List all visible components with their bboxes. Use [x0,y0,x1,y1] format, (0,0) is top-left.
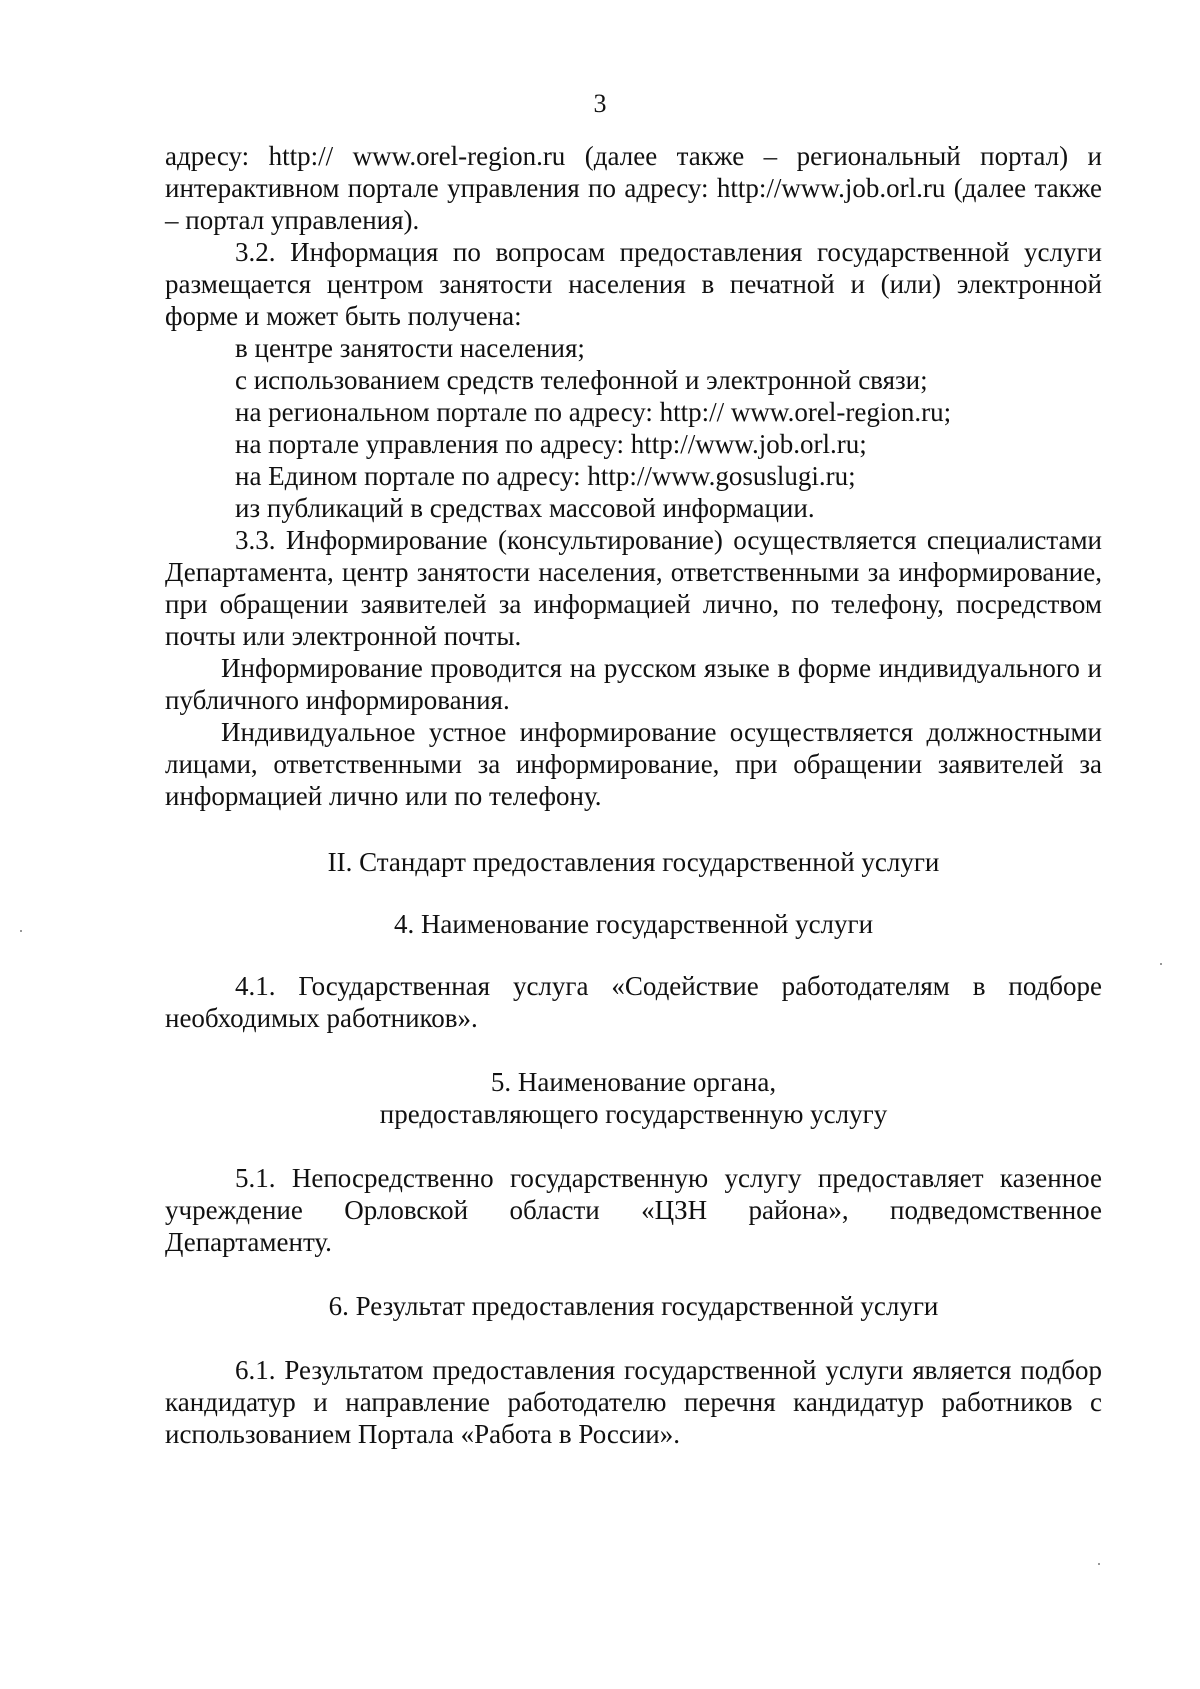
section-2-title: II. Стандарт предоставления государственной услуги [327,847,940,877]
paragraph-5-1: 5.1. Непосредственно государственную услугу предоставляет казенное учреждение Орловской области «ЦЗН района», подведомственное Департаменту. [165,1163,1102,1257]
list-item: из публикаций в средствах массовой информации. [235,493,815,523]
document-body [165,140,1102,1450]
heading-4: 4. Наименование государственной услуги [393,909,874,939]
list-item: на региональном портале по адресу: http:// www.orel-region.ru; [235,397,952,427]
list-item: на Едином портале по адресу: http://www.gosuslugi.ru; [235,461,856,491]
heading-6: 6. Результат предоставления государственной услуги [328,1291,939,1321]
paragraph-3-3: 3.3. Информирование (консультирование) осуществляется специалистами Департамента, центр занятости населения, ответственными за информирование, при обращении заявителей за информацией лично, по телефону, посредством почты или электронной почты. [165,525,1102,651]
paragraph-4-1: 4.1. Государственная услуга «Содействие работодателям в подборе необходимых работников». [165,971,1102,1033]
scan-speck [1160,963,1162,965]
heading-5-line-2: предоставляющего государственную услугу [379,1099,888,1129]
paragraph-individual-informing: Индивидуальное устное информирование осуществляется должностными лицами, ответственными за информирование, при обращении заявителей за информацией лично или по телефону. [165,717,1102,811]
paragraph-portal-address: адресу: http:// www.orel-region.ru (далее также – региональный портал) и интерактивном портале управления по адресу: http://www.job.orl.ru (далее также – портал управления). [165,141,1102,235]
heading-5-line-1: 5. Наименование органа, [490,1067,777,1097]
list-item: с использованием средств телефонной и электронной связи; [235,365,928,395]
paragraph-3-2: 3.2. Информация по вопросам предоставления государственной услуги размещается центром занятости населения в печатной и (или) электронной форме и может быть получена: [165,237,1102,331]
list-item: на портале управления по адресу: http://www.job.orl.ru; [235,429,867,459]
paragraph-language: Информирование проводится на русском языке в форме индивидуального и публичного информирования. [165,653,1102,715]
paragraph-6-1: 6.1. Результатом предоставления государственной услуги является подбор кандидатур и направление работодателю перечня кандидатур работников с использованием Портала «Работа в России». [165,1355,1102,1449]
scan-speck [20,930,22,932]
info-sources-list [165,332,1102,524]
list-item: в центре занятости населения; [235,333,585,363]
page-number: 3 [593,89,607,118]
scan-speck [1098,1563,1100,1565]
